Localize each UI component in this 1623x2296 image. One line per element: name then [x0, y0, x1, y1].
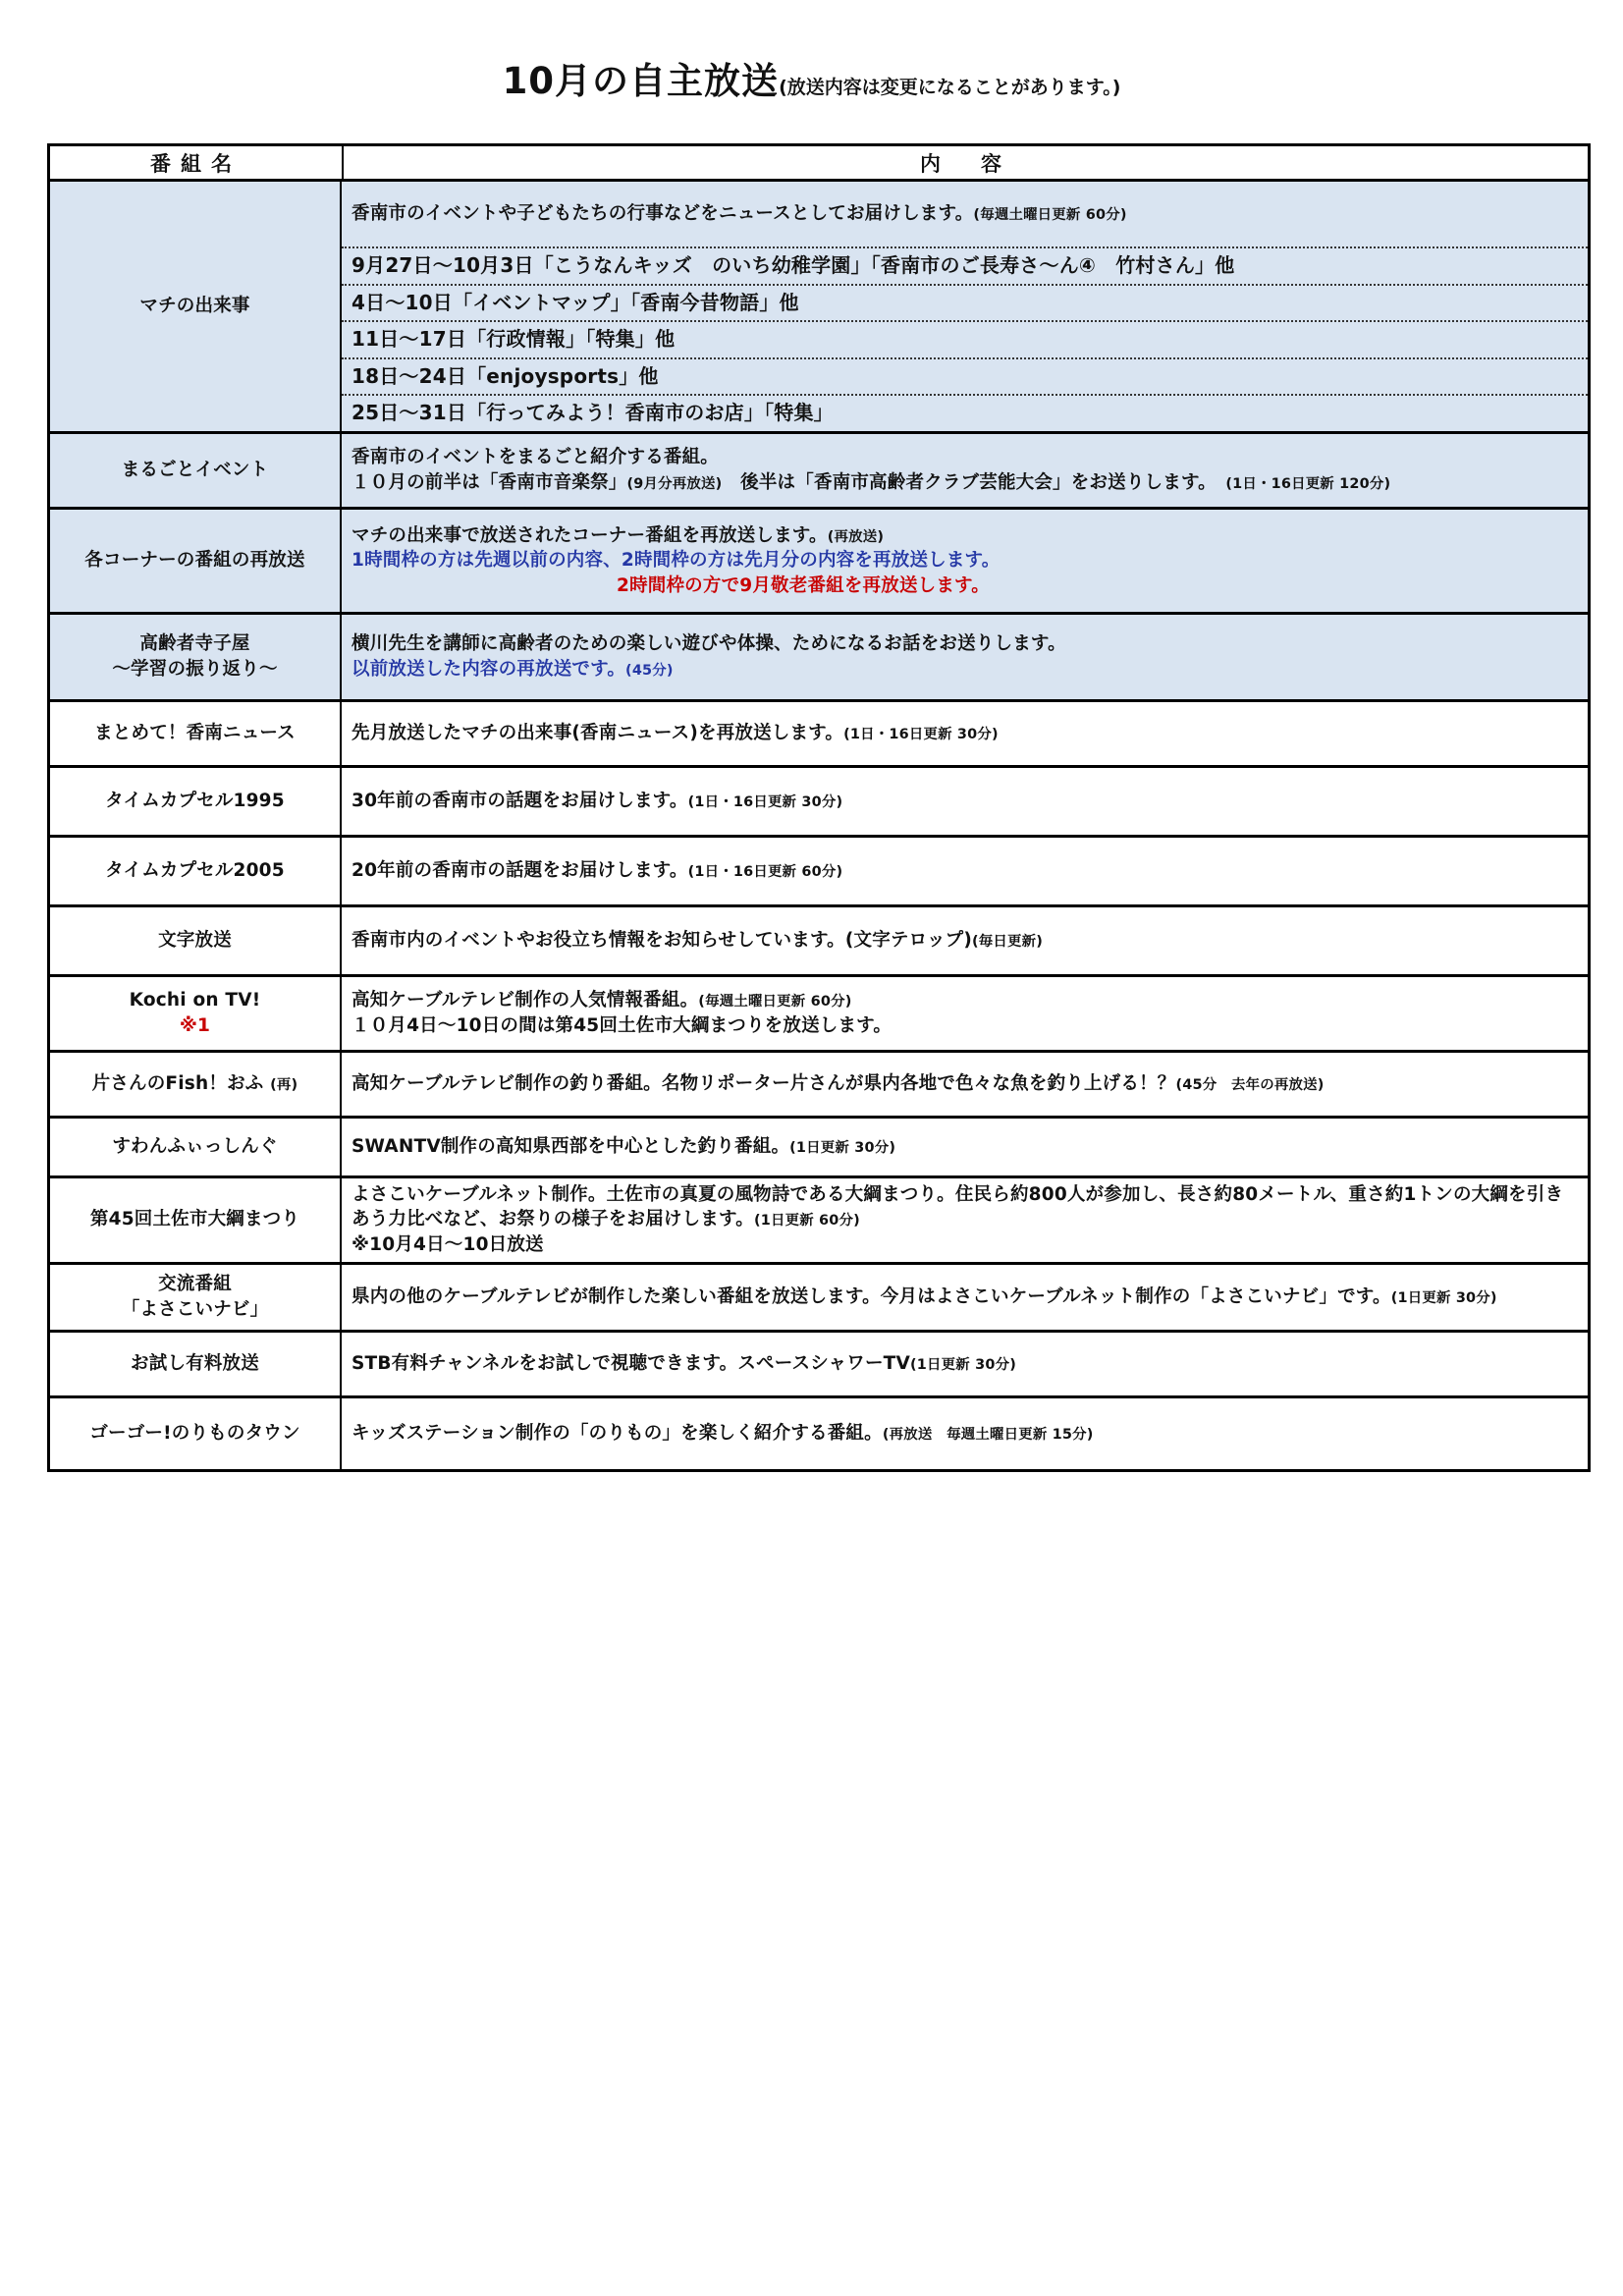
- content-cell: [342, 182, 1588, 431]
- text-line: [139, 294, 249, 319]
- header-content: 内 容: [920, 151, 1011, 176]
- table-row: [50, 1262, 1588, 1330]
- text-line: [352, 789, 1578, 814]
- table-row: [50, 1175, 1588, 1262]
- text-segment: (1日更新 60分): [753, 1213, 860, 1230]
- text-segment: 高齢者寺子屋: [139, 633, 250, 655]
- text-line: [84, 548, 304, 574]
- table-row: [50, 1116, 1588, 1175]
- text-segment: 香南市のイベントをまるごと紹介する番組。: [352, 447, 720, 468]
- text-segment: 先月放送したマチの出来事(香南ニュース)を再放送します。: [352, 723, 844, 744]
- title-note-text: (放送内容は変更になることがあります。): [779, 77, 1121, 98]
- text-line: [105, 789, 285, 814]
- text-line: [180, 1013, 210, 1039]
- text-line: [92, 1071, 298, 1097]
- text-segment: (再放送 毎週土曜日更新 15分): [882, 1426, 1094, 1443]
- text-line: [89, 1421, 299, 1447]
- text-line: [352, 574, 1578, 599]
- content-block: [342, 357, 1588, 395]
- text-segment: 県内の他のケーブルテレビが制作した楽しい番組を放送します。今月はよさこいケーブルネット制作の「よさこいナビ」です。: [352, 1285, 1391, 1307]
- text-line: [105, 858, 285, 884]
- program-name-cell: [50, 1053, 342, 1116]
- table-row: [50, 1330, 1588, 1395]
- content-cell: [342, 1333, 1588, 1395]
- text-line: [352, 928, 1578, 954]
- content-block: [342, 702, 1588, 765]
- text-line: [352, 548, 1578, 574]
- content-block: [342, 1398, 1588, 1469]
- text-line: [352, 290, 1578, 317]
- program-name-cell: [50, 615, 342, 699]
- text-line: [352, 721, 1578, 746]
- text-segment: (毎週土曜日更新 60分): [698, 994, 852, 1011]
- content-block: [342, 182, 1588, 246]
- content-block: [342, 1178, 1588, 1262]
- text-segment: １０月4日～10日の間は第45回土佐市大綱まつりを放送します。: [352, 1014, 893, 1036]
- text-line: [352, 1232, 1578, 1258]
- content-block: [342, 1333, 1588, 1395]
- content-cell: [342, 434, 1588, 507]
- text-segment: (1日・16日更新 30分): [843, 727, 999, 743]
- text-line: [352, 1351, 1578, 1377]
- text-line: [352, 1182, 1578, 1232]
- text-segment: 「よさこいナビ」: [121, 1298, 269, 1320]
- text-segment: 後半は「香南市高齢者クラブ芸能大会」をお送りします。: [722, 471, 1226, 493]
- program-table: [47, 143, 1591, 1472]
- content-cell: [342, 1178, 1588, 1262]
- text-segment: 30年前の香南市の話題をお届けします。: [352, 791, 688, 812]
- page-title: [0, 51, 1623, 104]
- content-cell: [342, 838, 1588, 904]
- content-cell: [342, 1265, 1588, 1330]
- text-segment: ※1: [179, 1014, 211, 1036]
- text-segment: 11日～17日「行政情報」「特集」他: [352, 327, 676, 352]
- header-program-name: 番組名: [50, 146, 344, 179]
- text-segment: 交流番組: [158, 1274, 232, 1294]
- content-cell: [342, 510, 1588, 612]
- content-block: [342, 434, 1588, 507]
- text-segment: まるごとイベント: [121, 460, 269, 481]
- text-segment: １０月の前半は「香南市音楽祭」: [352, 471, 627, 493]
- text-segment: (1日・16日更新 120分): [1225, 475, 1391, 492]
- text-segment: 横川先生を講師に高齢者のための楽しい遊びや体操、ためになるお話をお送りします。: [352, 633, 1066, 655]
- content-block: [342, 320, 1588, 357]
- text-segment: 25日～31日「行ってみよう！香南市のお店」「特集」: [352, 401, 834, 425]
- content-block: [342, 615, 1588, 699]
- text-segment: 2時間枠の方で9月敬老番組を再放送します。: [617, 574, 990, 596]
- text-line: [158, 928, 232, 954]
- text-line: [130, 988, 261, 1013]
- table-row: [50, 835, 1588, 904]
- text-segment: (1日更新 30分): [910, 1356, 1016, 1373]
- text-line: [352, 1134, 1578, 1160]
- text-segment: 9月27日～10月3日「こうなんキッズ のいち幼稚学園」「香南市のご長寿さ～ん④ 竹村さん」他: [352, 253, 1235, 277]
- text-segment: まとめて！香南ニュース: [94, 723, 296, 744]
- table-row: [50, 904, 1588, 974]
- table-row: [50, 1395, 1588, 1469]
- content-block: [342, 1053, 1588, 1116]
- text-segment: 1時間枠の方は先週以前の内容、2時間枠の方は先月分の内容を再放送します。: [352, 550, 1001, 572]
- program-name-cell: [50, 838, 342, 904]
- content-cell: [342, 1053, 1588, 1116]
- text-line: [122, 458, 269, 483]
- table-row: [50, 507, 1588, 612]
- text-segment: すわんふぃっしんぐ: [112, 1136, 278, 1158]
- content-block: [342, 768, 1588, 835]
- text-segment: (毎週土曜日更新 60分): [973, 207, 1127, 224]
- text-segment: (再): [270, 1077, 298, 1094]
- table-body: [50, 182, 1588, 1469]
- text-line: [352, 988, 1578, 1013]
- content-block: [342, 284, 1588, 321]
- text-segment: Kochi on TV!: [129, 990, 261, 1011]
- text-line: [352, 657, 1578, 683]
- table-header: [50, 146, 1588, 182]
- table-row: [50, 699, 1588, 765]
- text-segment: (1日・16日更新 30分): [687, 794, 843, 811]
- table-row: [50, 612, 1588, 699]
- content-block: [342, 907, 1588, 974]
- table-row: [50, 974, 1588, 1050]
- text-segment: よさこいケーブルネット制作。土佐市の真夏の風物詩である大綱まつり。住民ら約800人が参加し、長さ約80メートル、重さ約1トンの大綱を引きあう力比べなど、お祭りの様子をお届けします。: [352, 1183, 1564, 1230]
- content-block: [342, 838, 1588, 904]
- program-name-cell: [50, 1178, 342, 1262]
- text-segment: 香南市のイベントや子どもたちの行事などをニュースとしてお届けします。: [352, 203, 974, 225]
- text-segment: 高知ケーブルテレビ制作の人気情報番組。: [352, 990, 699, 1011]
- program-name-cell: [50, 1119, 342, 1175]
- text-line: [352, 523, 1578, 549]
- program-name-cell: [50, 768, 342, 835]
- content-block: [342, 510, 1588, 612]
- text-line: [352, 201, 1578, 227]
- text-segment: 20年前の香南市の話題をお届けします。: [352, 860, 688, 882]
- program-name-cell: [50, 977, 342, 1050]
- content-cell: [342, 768, 1588, 835]
- text-segment: タイムカプセル2005: [105, 860, 285, 882]
- content-cell: [342, 907, 1588, 974]
- program-name-cell: [50, 907, 342, 974]
- text-segment: (1日更新 30分): [789, 1140, 896, 1157]
- text-segment: キッズステーション制作の「のりもの」を楽しく紹介する番組。: [352, 1422, 883, 1444]
- text-segment: ～学習の振り返り～: [112, 658, 278, 680]
- program-name-cell: [50, 1398, 342, 1469]
- text-segment: (再放送): [827, 528, 885, 545]
- text-segment: 高知ケーブルテレビ制作の釣り番組。名物リポーター片さんが県内各地で色々な魚を釣り上げる！？: [352, 1073, 1176, 1095]
- table-row: [50, 1050, 1588, 1116]
- text-line: [352, 858, 1578, 884]
- title-main-text: 10月の自主放送: [502, 60, 780, 102]
- program-name-cell: [50, 702, 342, 765]
- text-segment: (毎日更新): [972, 934, 1044, 951]
- content-cell: [342, 1119, 1588, 1175]
- text-line: [352, 252, 1578, 280]
- text-segment: 香南市内のイベントやお役立ち情報をお知らせしています。(文字テロップ): [352, 930, 973, 952]
- text-segment: マチの出来事で放送されたコーナー番組を再放送します。: [352, 524, 828, 546]
- text-line: [94, 721, 296, 746]
- content-cell: [342, 702, 1588, 765]
- text-segment: (9月分再放送): [626, 475, 723, 492]
- text-line: [112, 657, 277, 683]
- text-segment: ※10月4日～10日放送: [352, 1234, 544, 1255]
- text-segment: (1日・16日更新 60分): [687, 864, 843, 881]
- content-cell: [342, 977, 1588, 1050]
- text-line: [352, 326, 1578, 354]
- text-segment: ゴーゴー!のりものタウン: [89, 1422, 300, 1444]
- program-name-cell: [50, 1265, 342, 1330]
- content-block: [342, 394, 1588, 431]
- text-line: [158, 1272, 232, 1297]
- program-name-cell: [50, 510, 342, 612]
- text-line: [139, 631, 249, 657]
- content-cell: [342, 615, 1588, 699]
- text-line: [352, 363, 1578, 391]
- table-row: [50, 431, 1588, 507]
- content-block: [342, 246, 1588, 284]
- program-name-cell: [50, 434, 342, 507]
- text-line: [122, 1297, 269, 1323]
- text-segment: STB有料チャンネルをお試しで視聴できます。スペースシャワーTV: [352, 1352, 910, 1374]
- table-row: [50, 182, 1588, 431]
- text-line: [352, 470, 1578, 496]
- content-block: [342, 977, 1588, 1050]
- text-line: [352, 445, 1578, 470]
- text-segment: SWANTV制作の高知県西部を中心とした釣り番組。: [352, 1136, 790, 1158]
- text-segment: 4日～10日「イベントマップ」「香南今昔物語」他: [352, 290, 799, 314]
- content-block: [342, 1265, 1588, 1330]
- text-segment: (45分 去年の再放送): [1175, 1077, 1325, 1094]
- text-segment: 以前放送した内容の再放送です。: [352, 658, 626, 680]
- text-line: [352, 1421, 1578, 1447]
- text-line: [90, 1207, 299, 1232]
- text-segment: マチの出来事: [139, 296, 250, 317]
- text-segment: 文字放送: [158, 930, 232, 952]
- content-cell: [342, 1398, 1588, 1469]
- text-segment: 第45回土佐市大綱まつり: [89, 1209, 300, 1230]
- text-segment: 18日～24日「enjoysports」他: [352, 363, 659, 388]
- text-segment: (1日更新 30分): [1390, 1289, 1497, 1306]
- text-line: [131, 1351, 259, 1377]
- text-line: [352, 631, 1578, 657]
- text-line: [352, 1013, 1578, 1039]
- content-block: [342, 1119, 1588, 1175]
- text-segment: 片さんのFish！おふ: [91, 1073, 271, 1095]
- text-line: [352, 1285, 1578, 1310]
- program-name-cell: [50, 182, 342, 431]
- program-name-cell: [50, 1333, 342, 1395]
- text-line: [112, 1134, 277, 1160]
- text-segment: 各コーナーの番組の再放送: [84, 550, 305, 572]
- text-segment: (45分): [625, 662, 674, 679]
- table-row: [50, 765, 1588, 835]
- text-segment: お試し有料放送: [131, 1352, 259, 1374]
- text-line: [352, 400, 1578, 427]
- text-line: [352, 1071, 1578, 1097]
- text-segment: タイムカプセル1995: [105, 791, 285, 812]
